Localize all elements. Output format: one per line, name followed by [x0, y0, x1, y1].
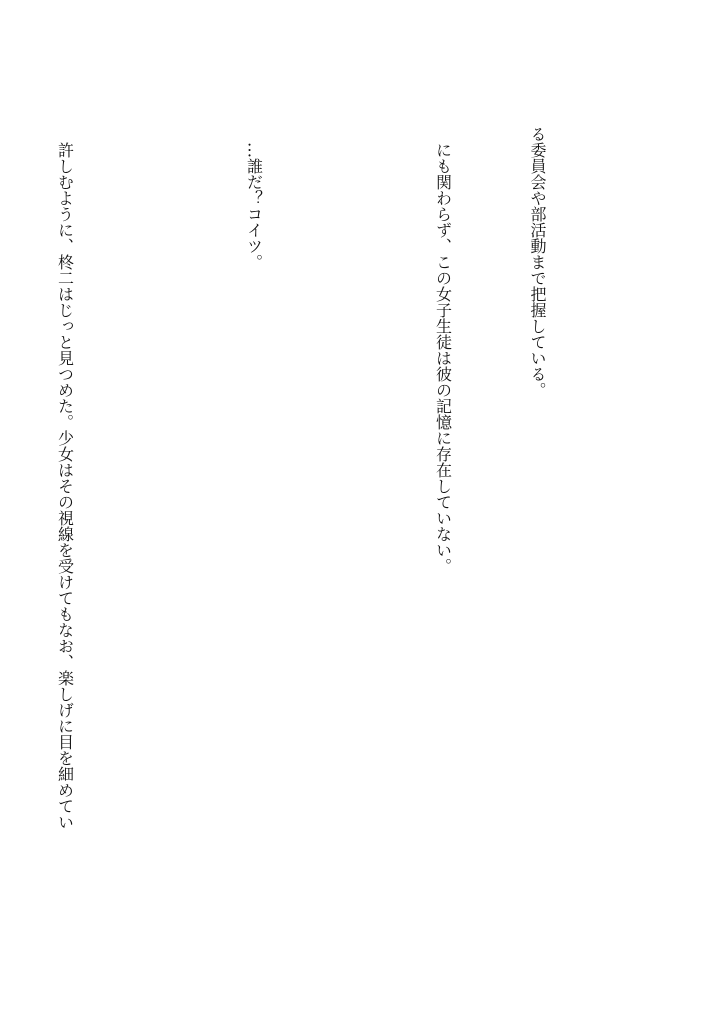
text-line: にも関わらず、この女子生徒は彼の記憶に存在していない。 — [433, 142, 453, 574]
text-line: 許しむように、柊二はじっと見つめた。少女はその視線を受けてもなお、楽しげに目を細めてい — [55, 142, 75, 830]
blank-line — [333, 126, 365, 896]
blank-line — [144, 126, 176, 896]
text-line: る委員会や部活動まで把握している。 — [528, 126, 547, 398]
vertical-text-body — [0, 126, 616, 896]
text-line: …誰だ？コイツ。 — [244, 142, 264, 270]
